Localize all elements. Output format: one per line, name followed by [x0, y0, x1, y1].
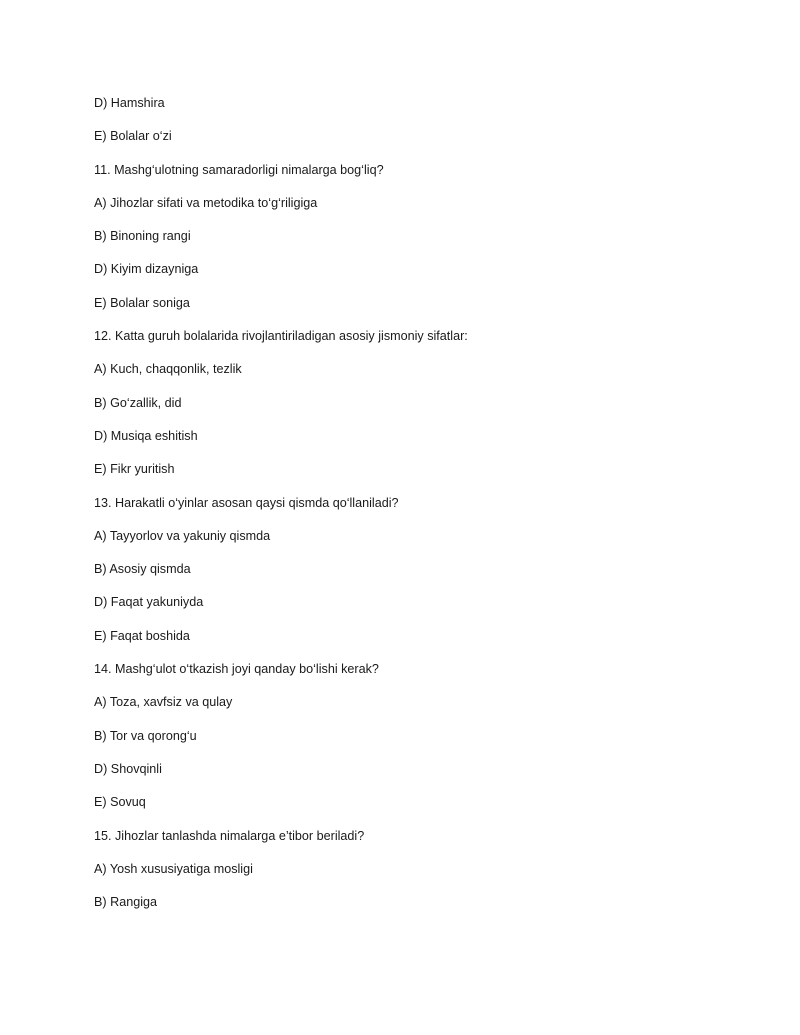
answer-option: E) Sovuq — [94, 795, 146, 810]
answer-option: B) Go‘zallik, did — [94, 395, 182, 410]
answer-option: E) Bolalar soniga — [94, 295, 190, 310]
answer-option: D) Faqat yakuniyda — [94, 595, 204, 610]
answer-option: E) Bolalar o‘zi — [94, 129, 172, 144]
question-text: 13. Harakatli o‘yinlar asosan qaysi qismda qo‘llaniladi? — [94, 495, 399, 510]
answer-option: A) Jihozlar sifati va metodika to‘g‘riligiga — [94, 195, 318, 210]
question-text: 11. Mashg‘ulotning samaradorligi nimalarga bog‘liq? — [94, 162, 384, 177]
answer-option: B) Rangiga — [94, 895, 158, 910]
answer-option: D) Shovqinli — [94, 761, 162, 776]
answer-option: D) Kiyim dizayniga — [94, 262, 199, 277]
answer-option: A) Toza, xavfsiz va qulay — [94, 695, 233, 710]
question-text: 15. Jihozlar tanlashda nimalarga e’tibor beriladi? — [94, 828, 365, 843]
answer-option: A) Kuch, chaqqonlik, tezlik — [94, 362, 242, 377]
answer-option: A) Yosh xususiyatiga mosligi — [94, 861, 253, 876]
question-text: 14. Mashg‘ulot o‘tkazish joyi qanday bo‘lishi kerak? — [94, 662, 379, 677]
text-lines — [94, 93, 734, 925]
answer-option: D) Hamshira — [94, 96, 165, 110]
answer-option: B) Tor va qorong‘u — [94, 728, 197, 743]
question-text: 12. Katta guruh bolalarida rivojlantiriladigan asosiy jismoniy sifatlar: — [94, 329, 468, 344]
answer-option: E) Fikr yuritish — [94, 462, 175, 477]
answer-option: E) Faqat boshida — [94, 628, 190, 643]
answer-option: D) Musiqa eshitish — [94, 428, 198, 443]
answer-option: B) Binoning rangi — [94, 229, 191, 244]
answer-option: A) Tayyorlov va yakuniy qismda — [94, 528, 271, 543]
answer-option: B) Asosiy qismda — [94, 562, 191, 577]
